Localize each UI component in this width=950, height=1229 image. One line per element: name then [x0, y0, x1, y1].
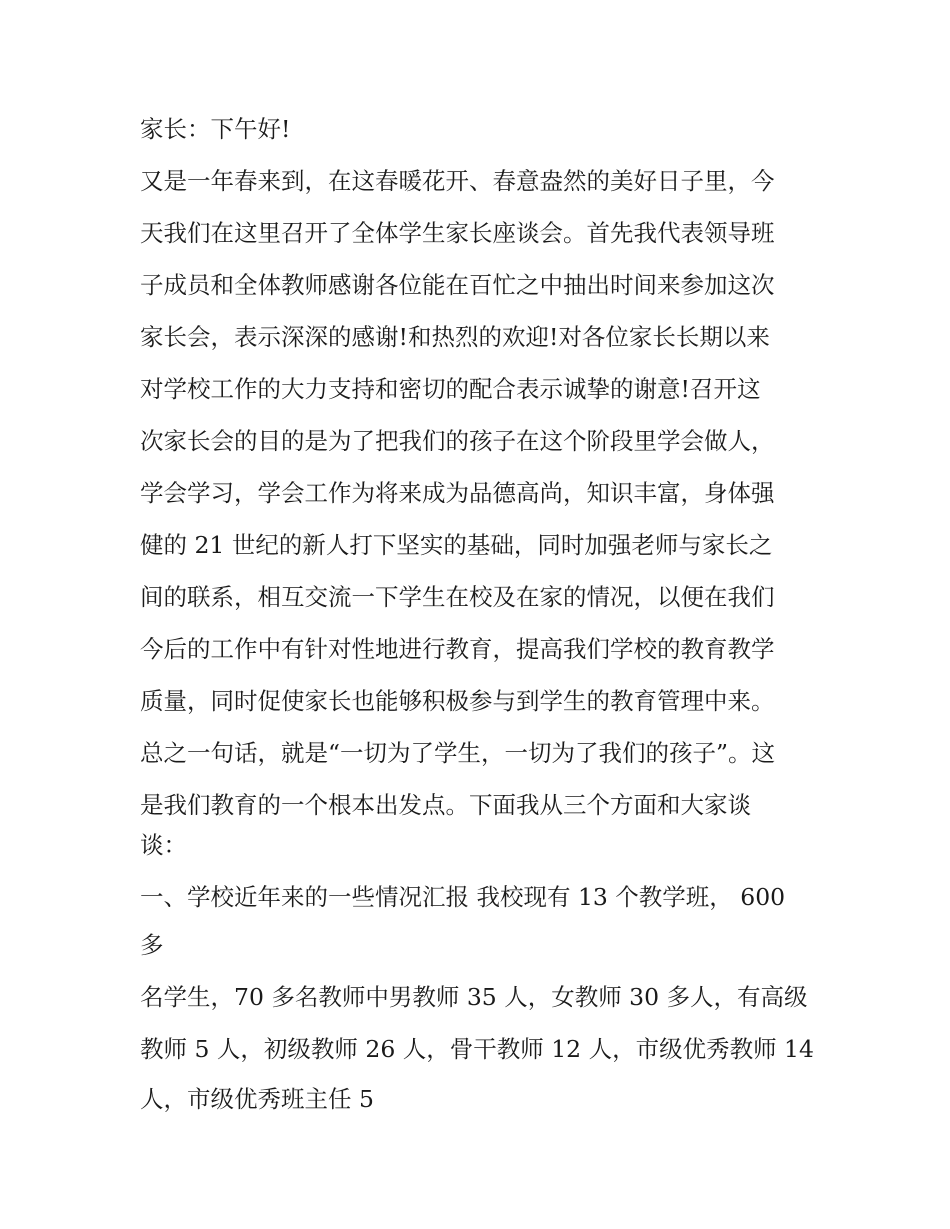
- body-line-5: 对学校工作的大力支持和密切的配合表示诚挚的谢意!召开这: [140, 375, 761, 403]
- body-line-4: 家长会，表示深深的感谢!和热烈的欢迎!对各位家长长期以来: [140, 323, 770, 351]
- section-heading-line: 一、学校近年来的一些情况汇报 我校现有 13 个教学班， 600: [140, 883, 786, 911]
- body-line-16: 多: [140, 931, 164, 959]
- body-line-17: 名学生，70 多名教师中男教师 35 人，女教师 30 多人，有高级: [140, 983, 808, 1011]
- body-line-13: 是我们教育的一个根本出发点。下面我从三个方面和大家谈: [140, 791, 751, 819]
- body-line-12: 总之一句话，就是“一切为了学生，一切为了我们的孩子”。这: [140, 739, 776, 767]
- body-line-18: 教师 5 人，初级教师 26 人，骨干教师 12 人，市级优秀教师 14: [140, 1035, 814, 1063]
- body-line-6: 次家长会的目的是为了把我们的孩子在这个阶段里学会做人，: [140, 427, 775, 455]
- body-line-1: 又是一年春来到，在这春暖花开、春意盎然的美好日子里，今: [140, 167, 775, 195]
- body-line-10: 今后的工作中有针对性地进行教育，提高我们学校的教育教学: [140, 635, 775, 663]
- body-line-9: 间的联系，相互交流一下学生在校及在家的情况，以便在我们: [140, 583, 775, 611]
- body-line-7: 学会学习，学会工作为将来成为品德高尚，知识丰富，身体强: [140, 479, 775, 507]
- body-line-3: 子成员和全体教师感谢各位能在百忙之中抽出时间来参加这次: [140, 271, 775, 299]
- greeting-line: 家长：下午好!: [140, 115, 291, 143]
- body-line-8: 健的 21 世纪的新人打下坚实的基础，同时加强老师与家长之: [140, 531, 773, 559]
- body-line-2: 天我们在这里召开了全体学生家长座谈会。首先我代表领导班: [140, 219, 775, 247]
- body-line-19: 人，市级优秀班主任 5: [140, 1085, 374, 1113]
- body-line-11: 质量，同时促使家长也能够积极参与到学生的教育管理中来。: [140, 687, 775, 715]
- body-line-14: 谈：: [140, 831, 187, 859]
